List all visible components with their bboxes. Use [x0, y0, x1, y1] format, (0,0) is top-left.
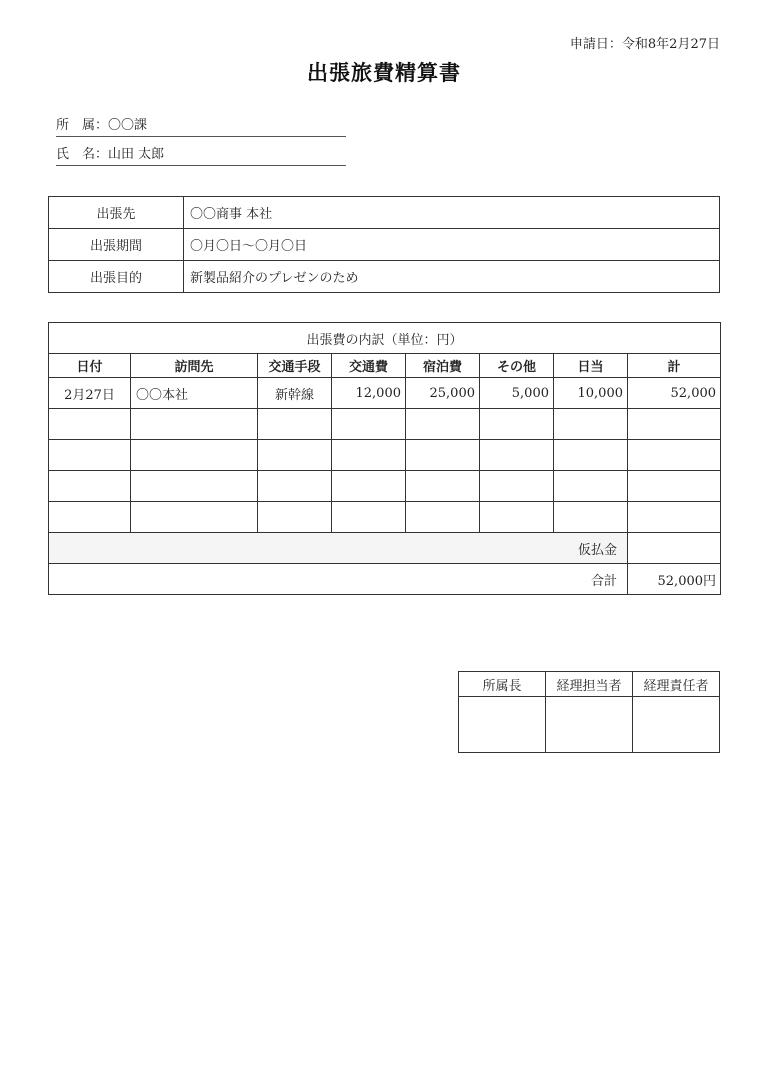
cell-allowance[interactable]: [554, 440, 628, 471]
advance-label: 仮払金: [49, 533, 628, 564]
cell-destination[interactable]: [131, 409, 258, 440]
page-title: 出張旅費精算書: [307, 60, 461, 85]
cell-lodging[interactable]: [406, 502, 480, 533]
cell-transport-cost[interactable]: [332, 440, 406, 471]
expense-table: [48, 322, 721, 595]
department-value: 〇〇課: [108, 118, 148, 133]
cell-subtotal[interactable]: 52,000: [628, 378, 721, 409]
total-label: 合計: [49, 564, 628, 595]
name-field[interactable]: [56, 145, 346, 166]
approver-accounting-staff: 経理担当者: [546, 672, 633, 697]
cell-other[interactable]: [480, 471, 554, 502]
trip-info-table: [48, 196, 720, 293]
col-header-subtotal: 計: [628, 354, 721, 378]
col-header-other: その他: [480, 354, 554, 378]
name-label: 氏 名：: [56, 147, 109, 162]
trip-info-row: [49, 197, 720, 229]
col-header-destination: 訪問先: [131, 354, 258, 378]
approver-accounting-manager: 経理責任者: [633, 672, 720, 697]
cell-other[interactable]: [480, 440, 554, 471]
cell-destination[interactable]: [131, 471, 258, 502]
stamp-box-dept-head[interactable]: [459, 697, 546, 753]
cell-transport-cost[interactable]: [332, 502, 406, 533]
cell-other[interactable]: [480, 502, 554, 533]
department-field[interactable]: [56, 116, 346, 137]
total-value[interactable]: 52,000円: [628, 564, 721, 595]
col-header-allowance: 日当: [554, 354, 628, 378]
col-header-date: 日付: [49, 354, 131, 378]
cell-transport[interactable]: 新幹線: [258, 378, 332, 409]
name-value: 山田 太郎: [108, 147, 165, 162]
cell-date[interactable]: [49, 440, 131, 471]
col-header-transport-cost: 交通費: [332, 354, 406, 378]
cell-subtotal[interactable]: [628, 502, 721, 533]
cell-destination[interactable]: 〇〇本社: [131, 378, 258, 409]
trip-info-row: [49, 229, 720, 261]
cell-lodging[interactable]: [406, 440, 480, 471]
approver-dept-head: 所属長: [459, 672, 546, 697]
table-row: [49, 502, 721, 533]
approval-stamp-table: [458, 671, 720, 753]
cell-date[interactable]: [49, 502, 131, 533]
period-label: 出張期間: [49, 229, 184, 261]
cell-lodging[interactable]: [406, 471, 480, 502]
cell-allowance[interactable]: [554, 502, 628, 533]
cell-destination[interactable]: [131, 440, 258, 471]
cell-lodging[interactable]: 25,000: [406, 378, 480, 409]
cell-destination[interactable]: [131, 502, 258, 533]
cell-transport-cost[interactable]: [332, 471, 406, 502]
purpose-label: 出張目的: [49, 261, 184, 293]
cell-transport[interactable]: [258, 409, 332, 440]
col-header-transport: 交通手段: [258, 354, 332, 378]
cell-allowance[interactable]: [554, 409, 628, 440]
destination-value[interactable]: 〇〇商事 本社: [184, 197, 720, 229]
cell-other[interactable]: [480, 409, 554, 440]
period-value[interactable]: 〇月〇日～〇月〇日: [184, 229, 720, 261]
stamp-box-accounting-staff[interactable]: [546, 697, 633, 753]
trip-info-row: [49, 261, 720, 293]
table-row: [49, 471, 721, 502]
purpose-value[interactable]: 新製品紹介のプレゼンのため: [184, 261, 720, 293]
col-header-lodging: 宿泊費: [406, 354, 480, 378]
cell-transport[interactable]: [258, 502, 332, 533]
cell-lodging[interactable]: [406, 409, 480, 440]
cell-transport-cost[interactable]: 12,000: [332, 378, 406, 409]
stamp-box-accounting-manager[interactable]: [633, 697, 720, 753]
department-label: 所 属：: [56, 118, 109, 133]
cell-other[interactable]: 5,000: [480, 378, 554, 409]
cell-transport-cost[interactable]: [332, 409, 406, 440]
total-row: [49, 564, 721, 595]
approval-header-row: [459, 672, 720, 697]
cell-transport[interactable]: [258, 471, 332, 502]
expense-header-row: [49, 354, 721, 378]
cell-allowance[interactable]: [554, 471, 628, 502]
cell-date[interactable]: 2月27日: [49, 378, 131, 409]
cell-transport[interactable]: [258, 440, 332, 471]
cell-subtotal[interactable]: [628, 471, 721, 502]
cell-date[interactable]: [49, 409, 131, 440]
table-row: [49, 378, 721, 409]
advance-value[interactable]: [628, 533, 721, 564]
expense-caption: 出張費の内訳（単位：円）: [49, 323, 721, 354]
cell-date[interactable]: [49, 471, 131, 502]
table-row: [49, 440, 721, 471]
cell-allowance[interactable]: 10,000: [554, 378, 628, 409]
apply-date: 申請日：令和8年2月27日: [569, 37, 720, 52]
cell-subtotal[interactable]: [628, 440, 721, 471]
destination-label: 出張先: [49, 197, 184, 229]
cell-subtotal[interactable]: [628, 409, 721, 440]
advance-row: [49, 533, 721, 564]
approval-stamp-row: [459, 697, 720, 753]
table-row: [49, 409, 721, 440]
